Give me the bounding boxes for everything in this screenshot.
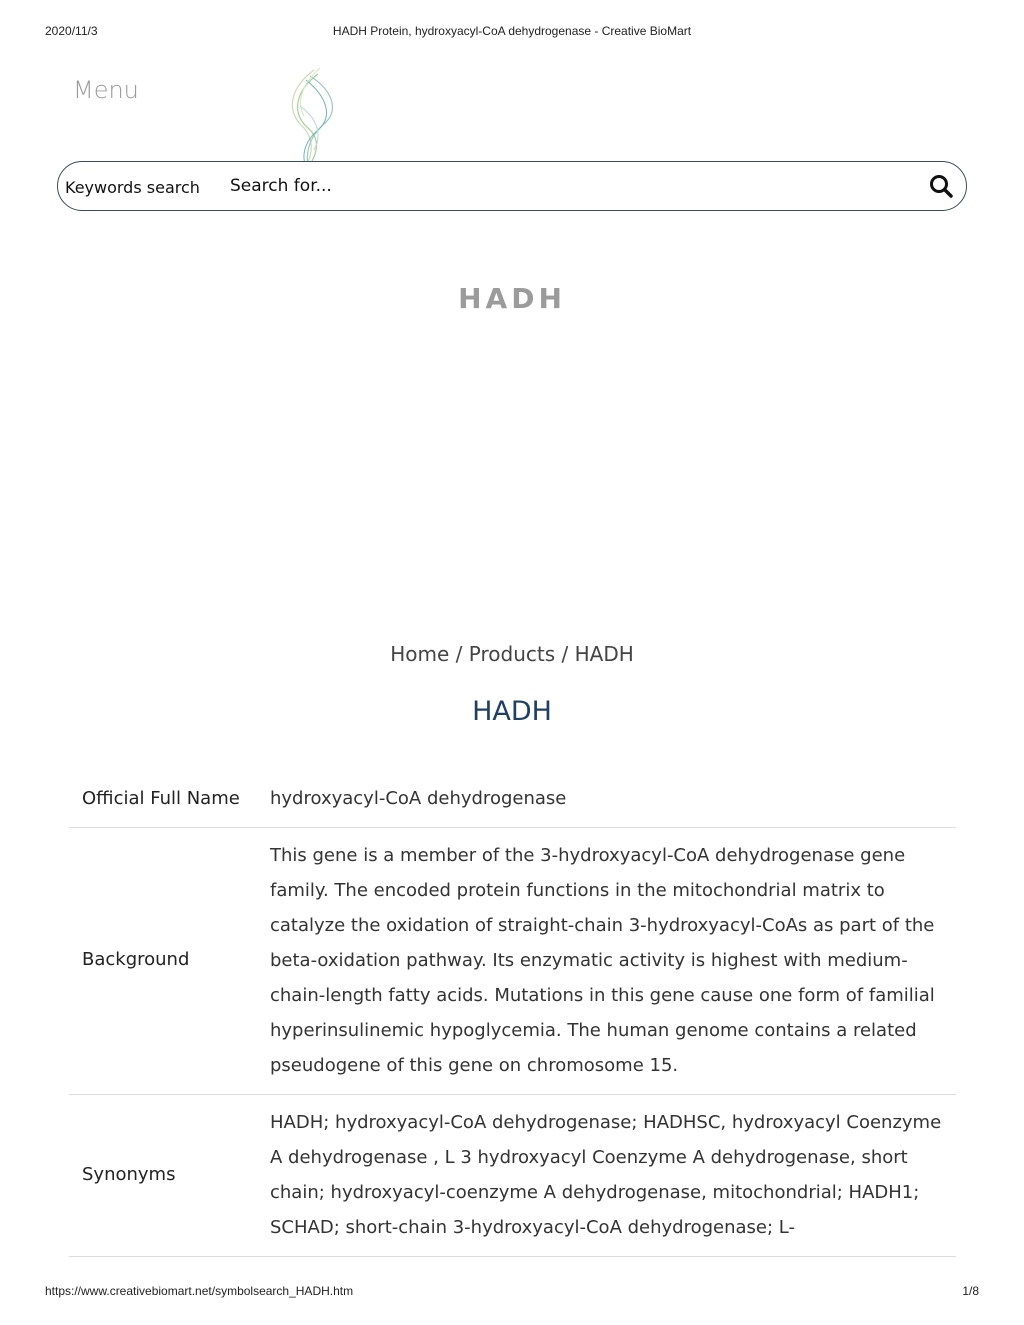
- synonyms-value: HADH; hydroxyacyl-CoA dehydrogenase; HADHSC, hydroxyacyl Coenzyme A dehydrogenase , L 3 hydroxyacyl Coenzyme A dehydrogenase, short chain; hydroxyacyl-coenzyme A dehydrogenase, mitochondrial; HADH1; SCHAD; short-chain 3-hydroxyacyl-CoA dehydrogenase; L-: [270, 1112, 942, 1238]
- search-input[interactable]: [230, 174, 880, 198]
- official-full-name-label: Official Full Name: [82, 788, 240, 809]
- search-keywords-label: Keywords search: [65, 178, 200, 197]
- table-row: [69, 828, 956, 1095]
- breadcrumb-separator: /: [561, 642, 569, 666]
- breadcrumb-separator: /: [455, 642, 463, 666]
- official-full-name-value: hydroxyacyl-CoA dehydrogenase: [270, 788, 567, 809]
- print-header: [0, 24, 1024, 42]
- breadcrumb-products[interactable]: Products: [468, 642, 556, 666]
- menu-button[interactable]: Menu: [73, 76, 139, 104]
- search-bar: [57, 161, 967, 211]
- synonyms-label: Synonyms: [82, 1164, 176, 1185]
- print-page-number: 1/8: [962, 1284, 979, 1298]
- hero-title: HADH: [458, 282, 566, 315]
- print-page-title: HADH Protein, hydroxyacyl-CoA dehydrogenase - Creative BioMart: [332, 24, 692, 38]
- breadcrumb-current: HADH: [574, 642, 634, 666]
- table-row: [69, 772, 956, 828]
- print-url: https://www.creativebiomart.net/symbolsearch_HADH.htm: [45, 1284, 354, 1298]
- dna-helix-logo-icon[interactable]: [280, 66, 344, 176]
- gene-info-table: [69, 772, 956, 1257]
- breadcrumb-home[interactable]: Home: [390, 642, 450, 666]
- background-label: Background: [82, 949, 190, 970]
- table-row: [69, 1095, 956, 1257]
- page-title: HADH: [472, 696, 552, 727]
- breadcrumb: [0, 642, 1024, 666]
- print-footer: [0, 1284, 1024, 1302]
- search-icon[interactable]: [928, 173, 954, 199]
- print-date: 2020/11/3: [45, 24, 98, 38]
- background-value: This gene is a member of the 3-hydroxyacyl-CoA dehydrogenase gene family. The encoded protein functions in the mitochondrial matrix to catalyze the oxidation of straight-chain 3-hydroxyacyl-CoAs as part of the beta-oxidation pathway. Its enzymatic activity is highest with medium-chain-length fatty acids. Mutations in this gene cause one form of familial hyperinsulinemic hypoglycemia. The human genome contains a related pseudogene of this gene on chromosome 15.: [270, 845, 935, 1076]
